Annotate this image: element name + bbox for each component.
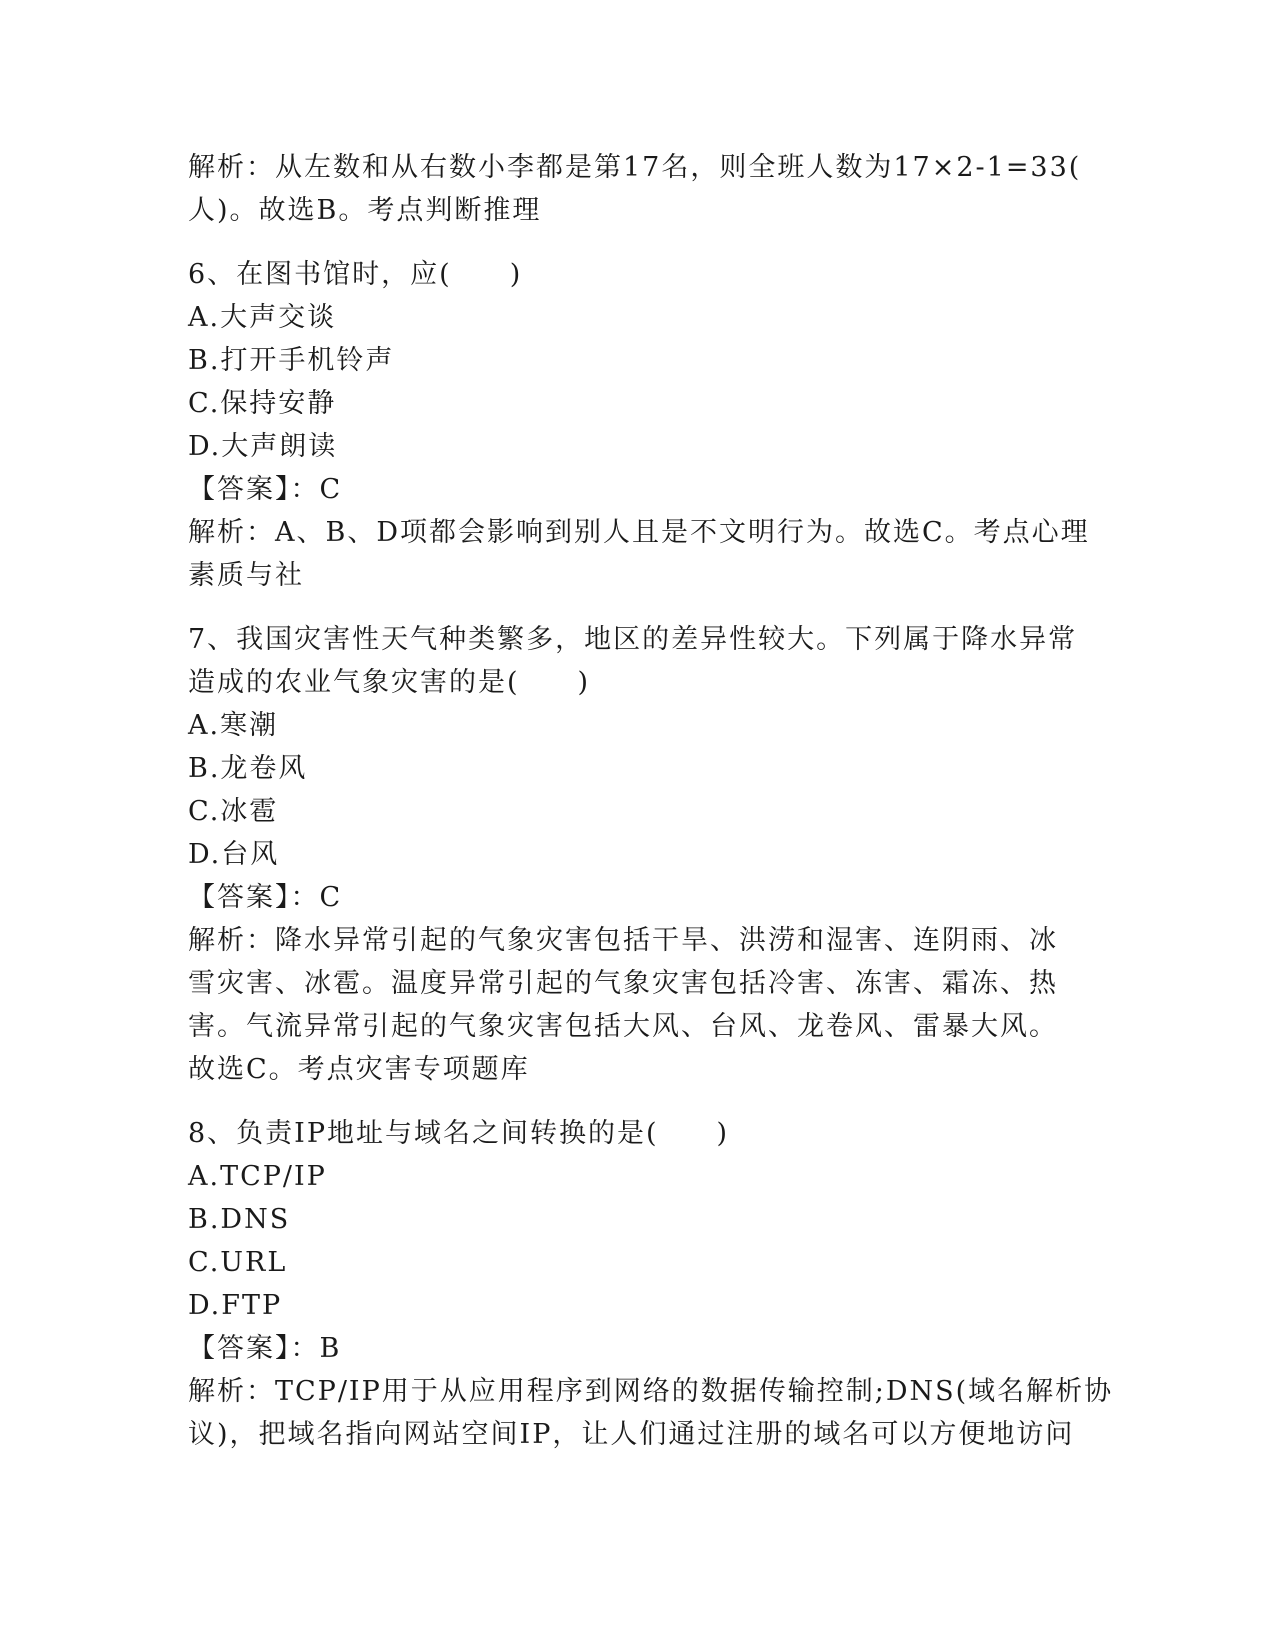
explanation-line: 害。气流异常引起的气象灾害包括大风、台风、龙卷风、雷暴大风。	[188, 1011, 1058, 1042]
explanation-line: 雪灾害、冰雹。温度异常引起的气象灾害包括冷害、冻害、霜冻、热	[188, 968, 1058, 999]
answer: 【答案】：C	[188, 474, 343, 505]
option-b: B.打开手机铃声	[188, 345, 395, 376]
option-c: C.保持安静	[188, 388, 337, 419]
document-page	[188, 146, 1114, 1456]
option-c: C.URL	[188, 1247, 288, 1278]
answer: 【答案】：B	[188, 1333, 342, 1364]
explanation-line: 故选C。考点灾害专项题库	[188, 1054, 530, 1085]
option-d: D.大声朗读	[188, 431, 338, 462]
option-c: C.冰雹	[188, 796, 279, 827]
explanation-line: 人)。故选B。考点判断推理	[188, 195, 542, 226]
question-stem: 8、负责IP地址与域名之间转换的是( )	[188, 1118, 730, 1149]
option-a: A.寒潮	[188, 710, 279, 741]
explanation-line: 解析：从左数和从右数小李都是第17名，则全班人数为17×2-1=33(	[188, 152, 1082, 183]
explanation-line: 解析：A、B、D项都会影响到别人且是不文明行为。故选C。考点心理	[188, 517, 1090, 548]
question-stem: 造成的农业气象灾害的是( )	[188, 667, 591, 698]
option-a: A.大声交谈	[188, 302, 337, 333]
intro-explanation	[188, 146, 1088, 232]
explanation-line: 素质与社	[188, 560, 304, 591]
explanation-line: 解析：TCP/IP用于从应用程序到网络的数据传输控制;DNS(域名解析协	[188, 1376, 1114, 1407]
question-stem: 6、在图书馆时，应( )	[188, 259, 523, 290]
explanation-line: 议)，把域名指向网站空间IP，让人们通过注册的域名可以方便地访问	[188, 1419, 1075, 1450]
option-b: B.DNS	[188, 1204, 291, 1235]
option-b: B.龙卷风	[188, 753, 308, 784]
answer: 【答案】：C	[188, 882, 343, 913]
option-d: D.FTP	[188, 1290, 283, 1321]
question-6	[188, 253, 1088, 597]
question-7	[188, 618, 1088, 1091]
question-stem: 7、我国灾害性天气种类繁多，地区的差异性较大。下列属于降水异常	[188, 624, 1078, 655]
explanation-line: 解析：降水异常引起的气象灾害包括干旱、洪涝和湿害、连阴雨、冰	[188, 925, 1058, 956]
option-a: A.TCP/IP	[188, 1161, 327, 1192]
option-d: D.台风	[188, 839, 280, 870]
question-8	[188, 1112, 1114, 1456]
